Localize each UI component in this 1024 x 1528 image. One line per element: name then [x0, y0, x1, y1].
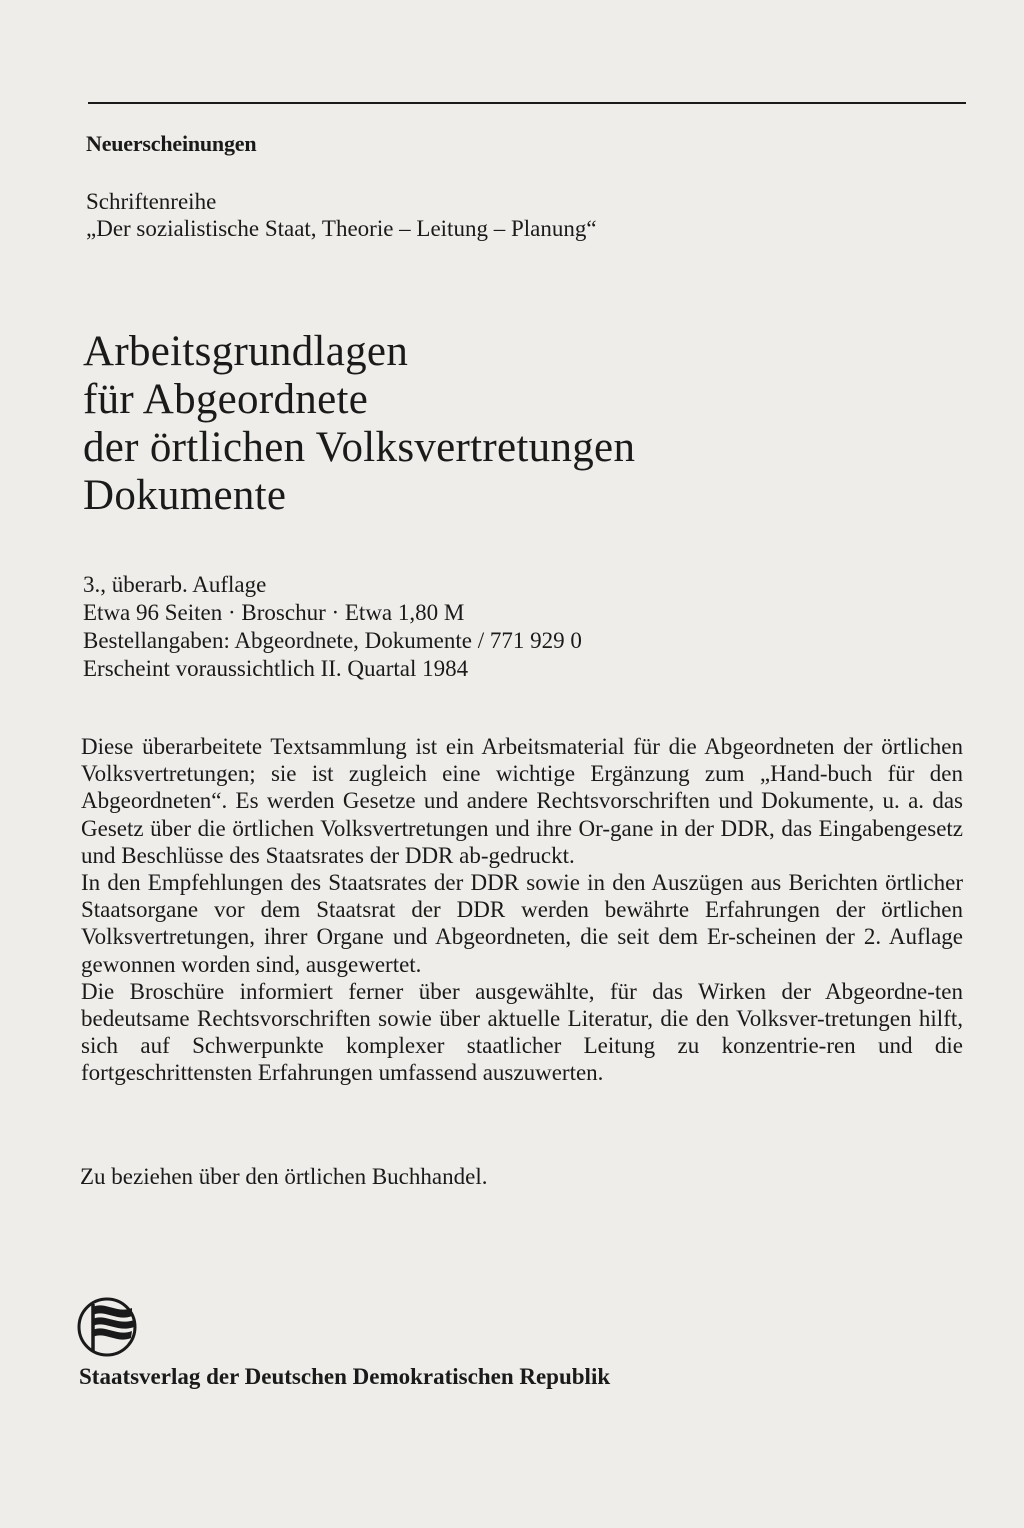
top-divider — [88, 102, 966, 104]
book-title — [83, 328, 635, 520]
book-title-line: Dokumente — [83, 472, 287, 519]
series-name: „Der sozialistische Staat, Theorie – Leitung – Planung“ — [86, 216, 597, 241]
edition-info: 3., überarb. Auflage — [83, 572, 267, 597]
flag-circle-logo-icon — [76, 1296, 138, 1358]
publisher-name: Staatsverlag der Deutschen Demokratischen Republik — [79, 1364, 611, 1389]
book-title-line: Arbeitsgrundlagen — [83, 328, 409, 375]
book-description — [81, 733, 963, 1087]
format-info: Etwa 96 Seiten · Broschur · Etwa 1,80 M — [83, 600, 465, 625]
series-label: Schriftenreihe — [86, 189, 217, 214]
order-info: Bestellangaben: Abgeordnete, Dokumente / 771 929 0 — [83, 628, 582, 653]
description-paragraph: Diese überarbeitete Textsammlung ist ein Arbeitsmaterial für die Abgeordneten der örtlichen Volksvertretungen; sie ist zugleich eine wichtige Ergänzung zum „Hand-buch für den Abgeordneten“. Es werden Gesetze und andere Rechtsvorschriften und Dokumente, u. a. das Gesetz über die örtlichen Volksvertretungen und ihre Or-gane in der DDR, das Eingabengesetz und Beschlüsse des Staatsrates der DDR ab-gedruckt. — [81, 734, 963, 868]
series-info — [86, 188, 597, 242]
book-meta — [83, 571, 582, 683]
description-paragraph: In den Empfehlungen des Staatsrates der DDR sowie in den Auszügen aus Berichten örtlicher Staatsorgane vor dem Staatsrat der DDR werden bewährte Erfahrungen der örtlichen Volksvertretungen, ihrer Organe und Abgeordneten, die seit dem Er-scheinen der 2. Auflage gewonnen worden sind, ausgewertet. — [81, 870, 963, 977]
description-paragraph: Die Broschüre informiert ferner über ausgewählte, für das Wirken der Abgeordne-ten bedeutsame Rechtsvorschriften sowie über aktuelle Literatur, die den Volksver-tretungen hilft, sich auf Schwerpunkte komplexer staatlicher Leitung zu konzentrie-ren und die fortgeschrittensten Erfahrungen umfassend auszuwerten. — [81, 978, 963, 1086]
book-title-line: der örtlichen Volksvertretungen — [83, 424, 636, 471]
book-title-line: für Abgeordnete — [83, 376, 369, 423]
release-info: Erscheint voraussichtlich II. Quartal 1984 — [83, 656, 469, 681]
order-note: Zu beziehen über den örtlichen Buchhandel. — [80, 1164, 488, 1189]
section-label: Neuerscheinungen — [86, 131, 257, 156]
